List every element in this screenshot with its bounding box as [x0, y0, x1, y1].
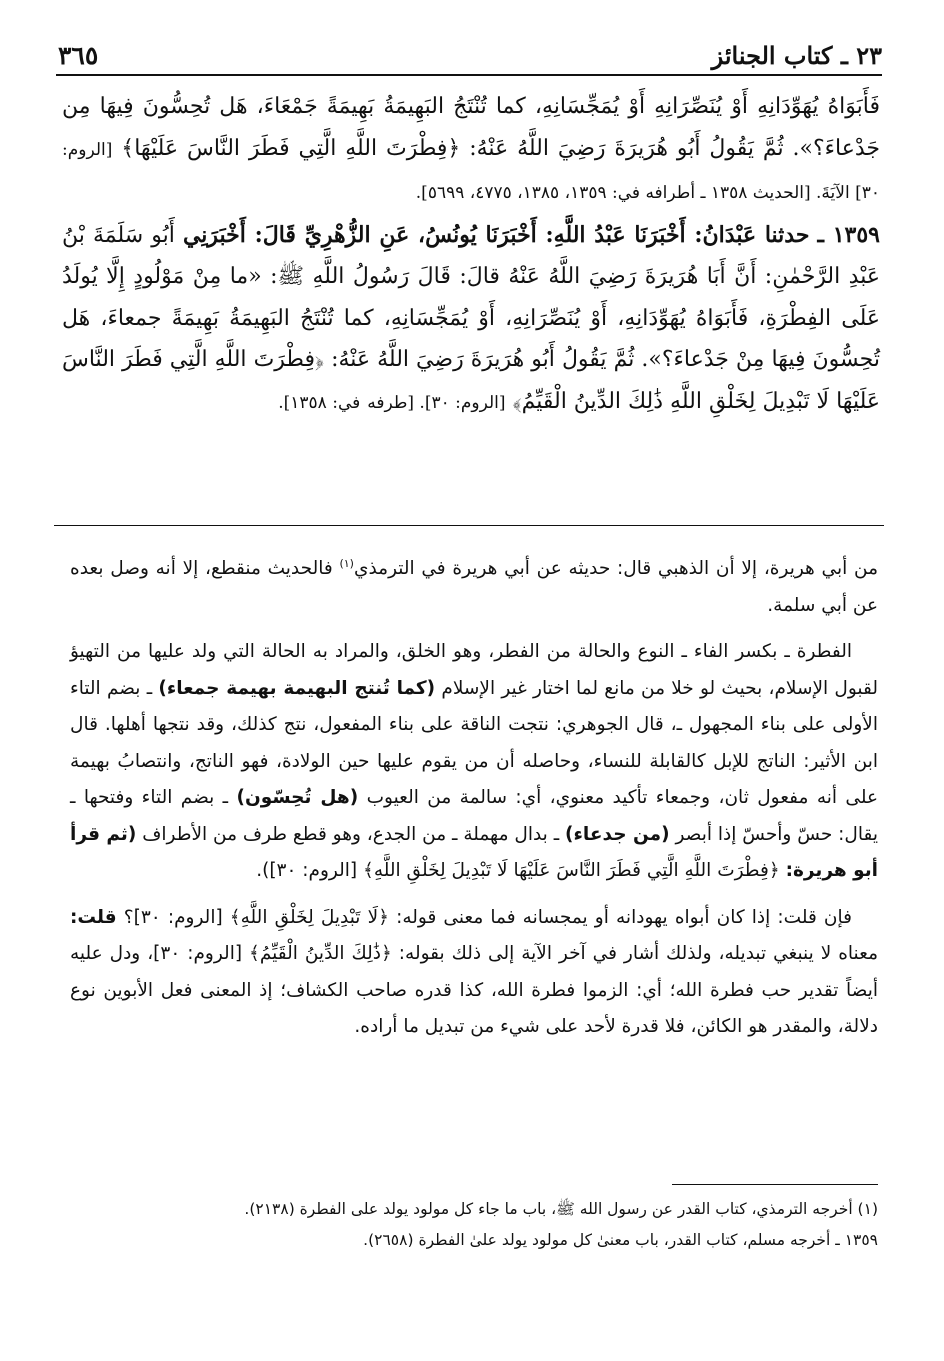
commentary-text: الفطرة ـ بكسر الفاء ـ النوع والحالة من الفطر، وهو الخلق، والمراد به الحالة التي ولد عليها من التهيؤ لقبول الإسلام، بحيث لو خلا من مانع لما اختار غير الإسلام	[70, 641, 878, 699]
matn-line: فَأَبَوَاهُ يُهَوِّدَانِهِ أَوْ يُنَصِّرَانِهِ أَوْ يُمَجِّسَانِهِ، كما تُنْتَجُ البَهِيمَةُ بَهِيمَةً جَمْعَاءَ، هَل تُحِسُّونَ	[142, 94, 880, 119]
quoted-phrase: (ثم قرأ أبو هريرة:	[70, 823, 878, 882]
hadith-1358-continuation	[62, 86, 880, 215]
commentary-text: ـ بضم التاء الأولى على بناء المجهول ـ، قال الجوهري: نتجت الناقة على بناء المفعول، نتج كذلك، وقد نتجها أهلها. قال ابن الأثير: الناتج للإبل كالقابلة للنساء، وحاصله أن من يقوم عليها حين الولادة، فهو الناتج، وانتصابُ بهيمة على أنه مفعول ثان، وجمعاء تأكيد معنوي، أي: سالمة من العيوب	[70, 677, 879, 809]
cross-reference: في: ١٣٥٨].	[278, 392, 361, 413]
quran-verse: ﴿فِطْرَتَ اللَّهِ الَّتِي فَطَرَ النَّاسَ عَلَيْهَا لَا تَبْدِيلَ لِخَلْقِ اللَّهِ﴾ [الروم: ٣٠]).	[256, 860, 780, 882]
commentary-paragraph	[70, 900, 878, 1046]
footnote-1: (١) أخرجه الترمذي، كتاب القدر عن رسول الله ﷺ، باب ما جاء كل مولود يولد على الفطرة (٢١٣٨).	[244, 1200, 878, 1218]
running-header	[58, 26, 882, 70]
quran-verse: ﴿فِطْرَتَ اللَّهِ الَّتِي فَطَرَ النَّاسَ عَلَيْهَا لَا تَبْدِيلَ لِخَلْقِ اللَّهِ ذَٰلِكَ الدِّينُ الْقَيِّمُ﴾	[62, 347, 880, 414]
hadith-1359	[62, 215, 880, 425]
quoted-phrase: (من جدعاء)	[565, 823, 670, 845]
matn-line: حدثنا عَبْدَانُ: أَخْبَرَنَا عَبْدُ اللَّهِ: أَخْبَرَنَا يُونُسُ، عَنِ الزُّهْرِيِّ قَالَ: أَخْبَرَنِي	[182, 221, 810, 248]
commentary-paragraph	[70, 546, 878, 624]
commentary-text: فإن قلت: إذا كان أبواه يهودانه أو يمجسانه فما معنى قوله: ﴿لَا تَبْدِيلَ لِخَلْقِ اللَّهِ﴾ [الروم: ٣٠]؟	[123, 906, 852, 928]
matn-line: بَهِيمَةً جمعاءَ، هَل تُحِسُّونَ فِيهَا مِنْ جَدْعاءَ؟». ثُمَّ يَقُولُ أَبُو هُرَيرَةَ رَضِيَ اللَّهُ عَنْهُ:	[62, 305, 880, 372]
commentary-text: ـ بدال مهملة ـ من الجدع، وهو قطع طرف من الأطراف	[142, 823, 560, 845]
footnote-2: ١٣٥٩ ـ أخرجه مسلم، كتاب القدر، باب معنىٰ كل مولود يولد علىٰ الفطرة (٢٦٥٨).	[363, 1231, 878, 1249]
footnote-marker: (١)	[339, 557, 354, 570]
commentary-paragraph	[70, 634, 878, 890]
quoted-phrase: (كما تُنتج البهيمة بهيمة جمعاء)	[158, 677, 436, 699]
matn-line: مَوْلُودٍ إِلَّا يُولَدُ عَلَى الفِطْرَةِ، فَأَبَوَاهُ يُهَوِّدَانِهِ، أَوْ يُنَصِّرَانِهِ، أَوْ يُمَجِّسَانِهِ، كما تُنْتَجُ البَهِيمَةُ	[62, 264, 880, 331]
matn-line: فِيهَا مِن جَدْعاءَ؟». ثُمَّ يَقُولُ أَبُو هُرَيرَةَ رَضِيَ اللَّهُ عَنْهُ: ﴿فِطْرَتَ اللَّهِ الَّتِي فَطَرَ النَّاسَ	[62, 94, 880, 161]
quoted-phrase: (هل تُحِسّون)	[236, 787, 359, 809]
page-number: ٣٦٥	[58, 41, 99, 70]
cross-reference: [الروم: ٣٠] الآيَةَ. [الحديث ١٣٥٨ ـ أطرافه في: ١٣٥٩، ١٣٨٥، ٤٧٧٥، ٥٦٩٩].	[62, 139, 880, 203]
hadith-text	[62, 86, 880, 424]
footnotes	[70, 1194, 878, 1256]
header-rule	[56, 74, 882, 76]
commentary-text: من أبي هريرة، إلا أن الذهبي قال: حديثه عن أبي هريرة في الترمذي	[353, 558, 879, 580]
quran-verse: عَلَيْهَا﴾	[121, 135, 179, 161]
cross-reference: [الروم: ٣٠]. [طرفه	[367, 392, 506, 413]
quoted-phrase: قلت:	[70, 906, 117, 928]
commentary-text: فالحديث منقطع، إلا أنه وصل بعده عن أبي سلمة.	[70, 558, 878, 616]
section-divider	[54, 525, 884, 526]
commentary-text: ـ بضم التاء وفتحها ـ يقال: حسّ وأحسّ إذا أبصر	[70, 787, 878, 845]
commentary	[70, 546, 878, 1056]
footnote-rule	[672, 1184, 878, 1185]
commentary-text: معناه لا ينبغي تبديله، ولذلك أشار في آخر الآية إلى ذلك بقوله: ﴿ذَٰلِكَ الدِّينُ الْقَيِّمُ﴾ [الروم: ٣٠]، ودل عليه أيضاً تقدير حب فطرة الله؛ أي: الزموا فطرة الله، كذا قدره صاحب الكشاف؛ إذ المعنى فعل الأبوين نوع دلالة، والمقدر هو الكائن، فلا قدرة لأحد على شيء من تبديل ما أراده.	[70, 943, 878, 1038]
hadith-number: ١٣٥٩ ـ	[817, 221, 880, 248]
chapter-title: ٢٣ ـ كتاب الجنائز	[711, 41, 882, 70]
matn-line: أَبُو سَلَمَةَ بْنُ عَبْدِ الرَّحْمٰنِ: أَنَّ أَبَا هُرَيرَةَ رَضِيَ اللَّهُ عَنْهُ قالَ: قَالَ رَسُولُ اللَّهِ ﷺ: «ما مِنْ	[62, 222, 880, 289]
